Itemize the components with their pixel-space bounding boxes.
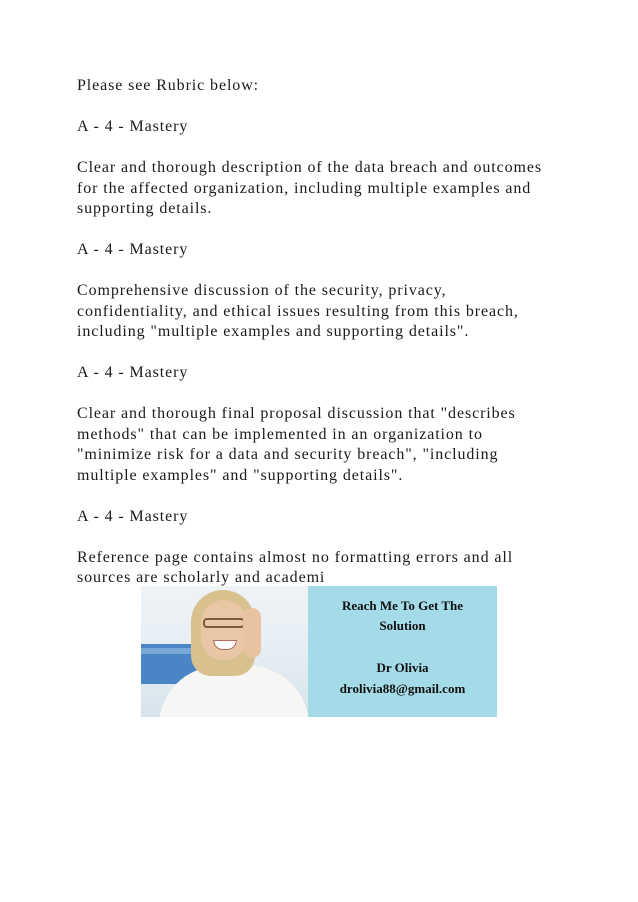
rubric-grade-1: A - 4 - Mastery bbox=[77, 118, 189, 135]
rubric-grade-4: A - 4 - Mastery bbox=[77, 507, 189, 525]
document-body bbox=[77, 76, 577, 609]
banner-subheadline: Solution bbox=[379, 618, 426, 633]
contact-name: Dr Olivia bbox=[376, 660, 429, 675]
rubric-criterion-1: Clear and thorough description of the data breach and outcomes for the affected organization, including multiple examples and supporting details. bbox=[77, 159, 542, 217]
contact-email: drolivia88@gmail.com bbox=[339, 681, 466, 696]
woman-photo bbox=[141, 586, 308, 717]
banner-headline: Reach Me To Get The bbox=[341, 598, 464, 613]
rubric-criterion-4: Reference page contains almost no formatting errors and all sources are scholarly and academi bbox=[77, 548, 514, 586]
contact-banner bbox=[141, 586, 497, 717]
contact-info-panel bbox=[308, 586, 497, 717]
rubric-grade-2: A - 4 - Mastery bbox=[77, 241, 189, 258]
rubric-grade-3: A - 4 - Mastery bbox=[77, 364, 189, 381]
rubric-criterion-2: Comprehensive discussion of the security, privacy, confidentiality, and ethical issues resulting from this breach, including "multiple examples and supporting details". bbox=[77, 282, 519, 340]
rubric-criterion-3: Clear and thorough final proposal discussion that "describes methods" that can be implemented in an organization to "minimize risk for a data and security breach", "including multiple examples" and "supporting details". bbox=[77, 405, 516, 484]
intro-text: Please see Rubric below: bbox=[77, 77, 259, 94]
